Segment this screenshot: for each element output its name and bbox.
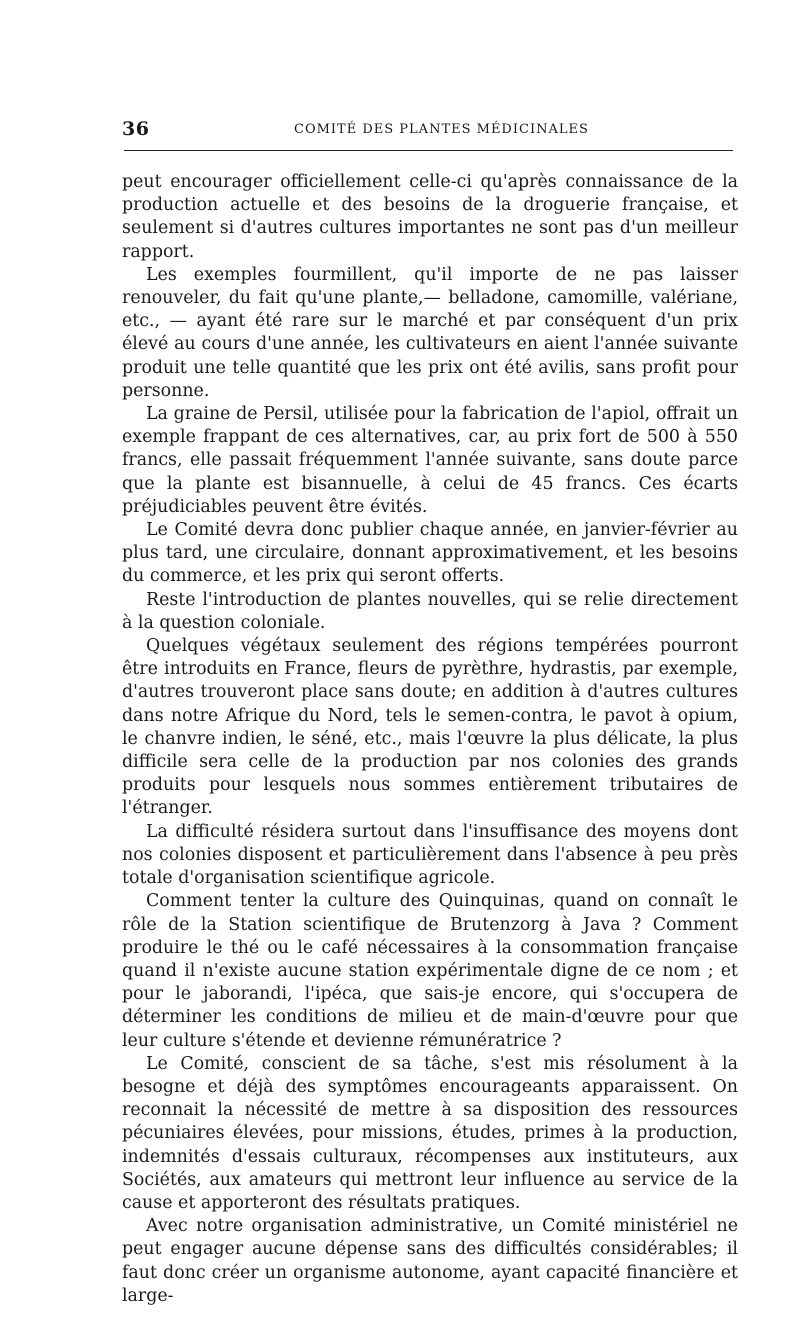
paragraph: peut encourager officiellement celle-ci qu'après connaissance de la production actuelle et des besoins de la droguerie française, et seulement si d'autres cultures importantes ne sont pas d'un meilleur rapport. (122, 172, 738, 262)
paragraph: Reste l'introduction de plantes nouvelles, qui se relie directement à la question coloniale. (122, 589, 738, 633)
paragraph: Le Comité, conscient de sa tâche, s'est mis résolument à la besogne et déjà des symptômes encourageants apparaissent. On reconnait la nécessité de mettre à sa disposition des ressources pécuniaires élevées, pour missions, études, primes à la production, indemnités d'essais culturaux, récompenses aux instituteurs, aux Sociétés, aux amateurs qui mettront leur influence au service de la cause et apporteront des résultats pratiques. (122, 1053, 738, 1213)
book-page (122, 0, 738, 1320)
header-rule (124, 150, 733, 151)
paragraph: La difficulté résidera surtout dans l'insuffisance des moyens dont nos colonies disposent et particulièrement dans l'absence à peu près totale d'organisation scientifique agricole. (122, 821, 738, 889)
paragraph: Les exemples fourmillent, qu'il importe de ne pas laisser renouveler, du fait qu'une plante,— belladone, camomille, valériane, etc., — ayant été rare sur le marché et par conséquent d'un prix élevé au cours d'une année, les cultivateurs en aient l'année suivante produit une telle quantité que les prix ont été avilis, sans profit pour personne. (122, 264, 738, 401)
body-text (122, 171, 738, 1308)
running-head (122, 116, 738, 146)
paragraph: Avec notre organisation administrative, un Comité ministériel ne peut engager aucune dépense sans des difficultés considérables; il faut donc créer un organisme autonome, ayant capacité financière et large- (122, 1216, 738, 1306)
paragraph: Comment tenter la culture des Quinquinas, quand on connaît le rôle de la Station scientifique de Brutenzorg à Java ? Comment produire le thé ou le café nécessaires à la consommation française quand il n'existe aucune station expérimentale digne de ce nom ; et pour le jaborandi, l'ipéca, que sais-je encore, qui s'occupera de déterminer les conditions de milieu et de main-d'œuvre pour que leur culture s'étende et devienne rémunératrice ? (122, 891, 738, 1051)
running-title: COMITÉ DES PLANTES MÉDICINALES (294, 122, 589, 137)
paragraph: La graine de Persil, utilisée pour la fabrication de l'apiol, offrait un exemple frappant de ces alternatives, car, au prix fort de 500 à 550 francs, elle passait fréquemment l'année suivante, sans doute parce que la plante est bisannuelle, à celui de 45 francs. Ces écarts préjudiciables peuvent être évités. (122, 404, 738, 517)
paragraph: Quelques végétaux seulement des régions tempérées pourront être introduits en France, fleurs de pyrèthre, hydrastis, par exemple, d'autres trouveront place sans doute; en addition à d'autres cultures dans notre Afrique du Nord, tels le semen-contra, le pavot à opium, le chanvre indien, le séné, etc., mais l'œuvre la plus délicate, la plus difficile sera celle de la production par nos colonies des grands produits pour lesquels nous sommes entièrement tributaires de l'étranger. (122, 636, 738, 819)
page-number: 36 (122, 118, 150, 140)
paragraph: Le Comité devra donc publier chaque année, en janvier-février au plus tard, une circulaire, donnant approximativement, et les besoins du commerce, et les prix qui seront offerts. (122, 520, 738, 587)
